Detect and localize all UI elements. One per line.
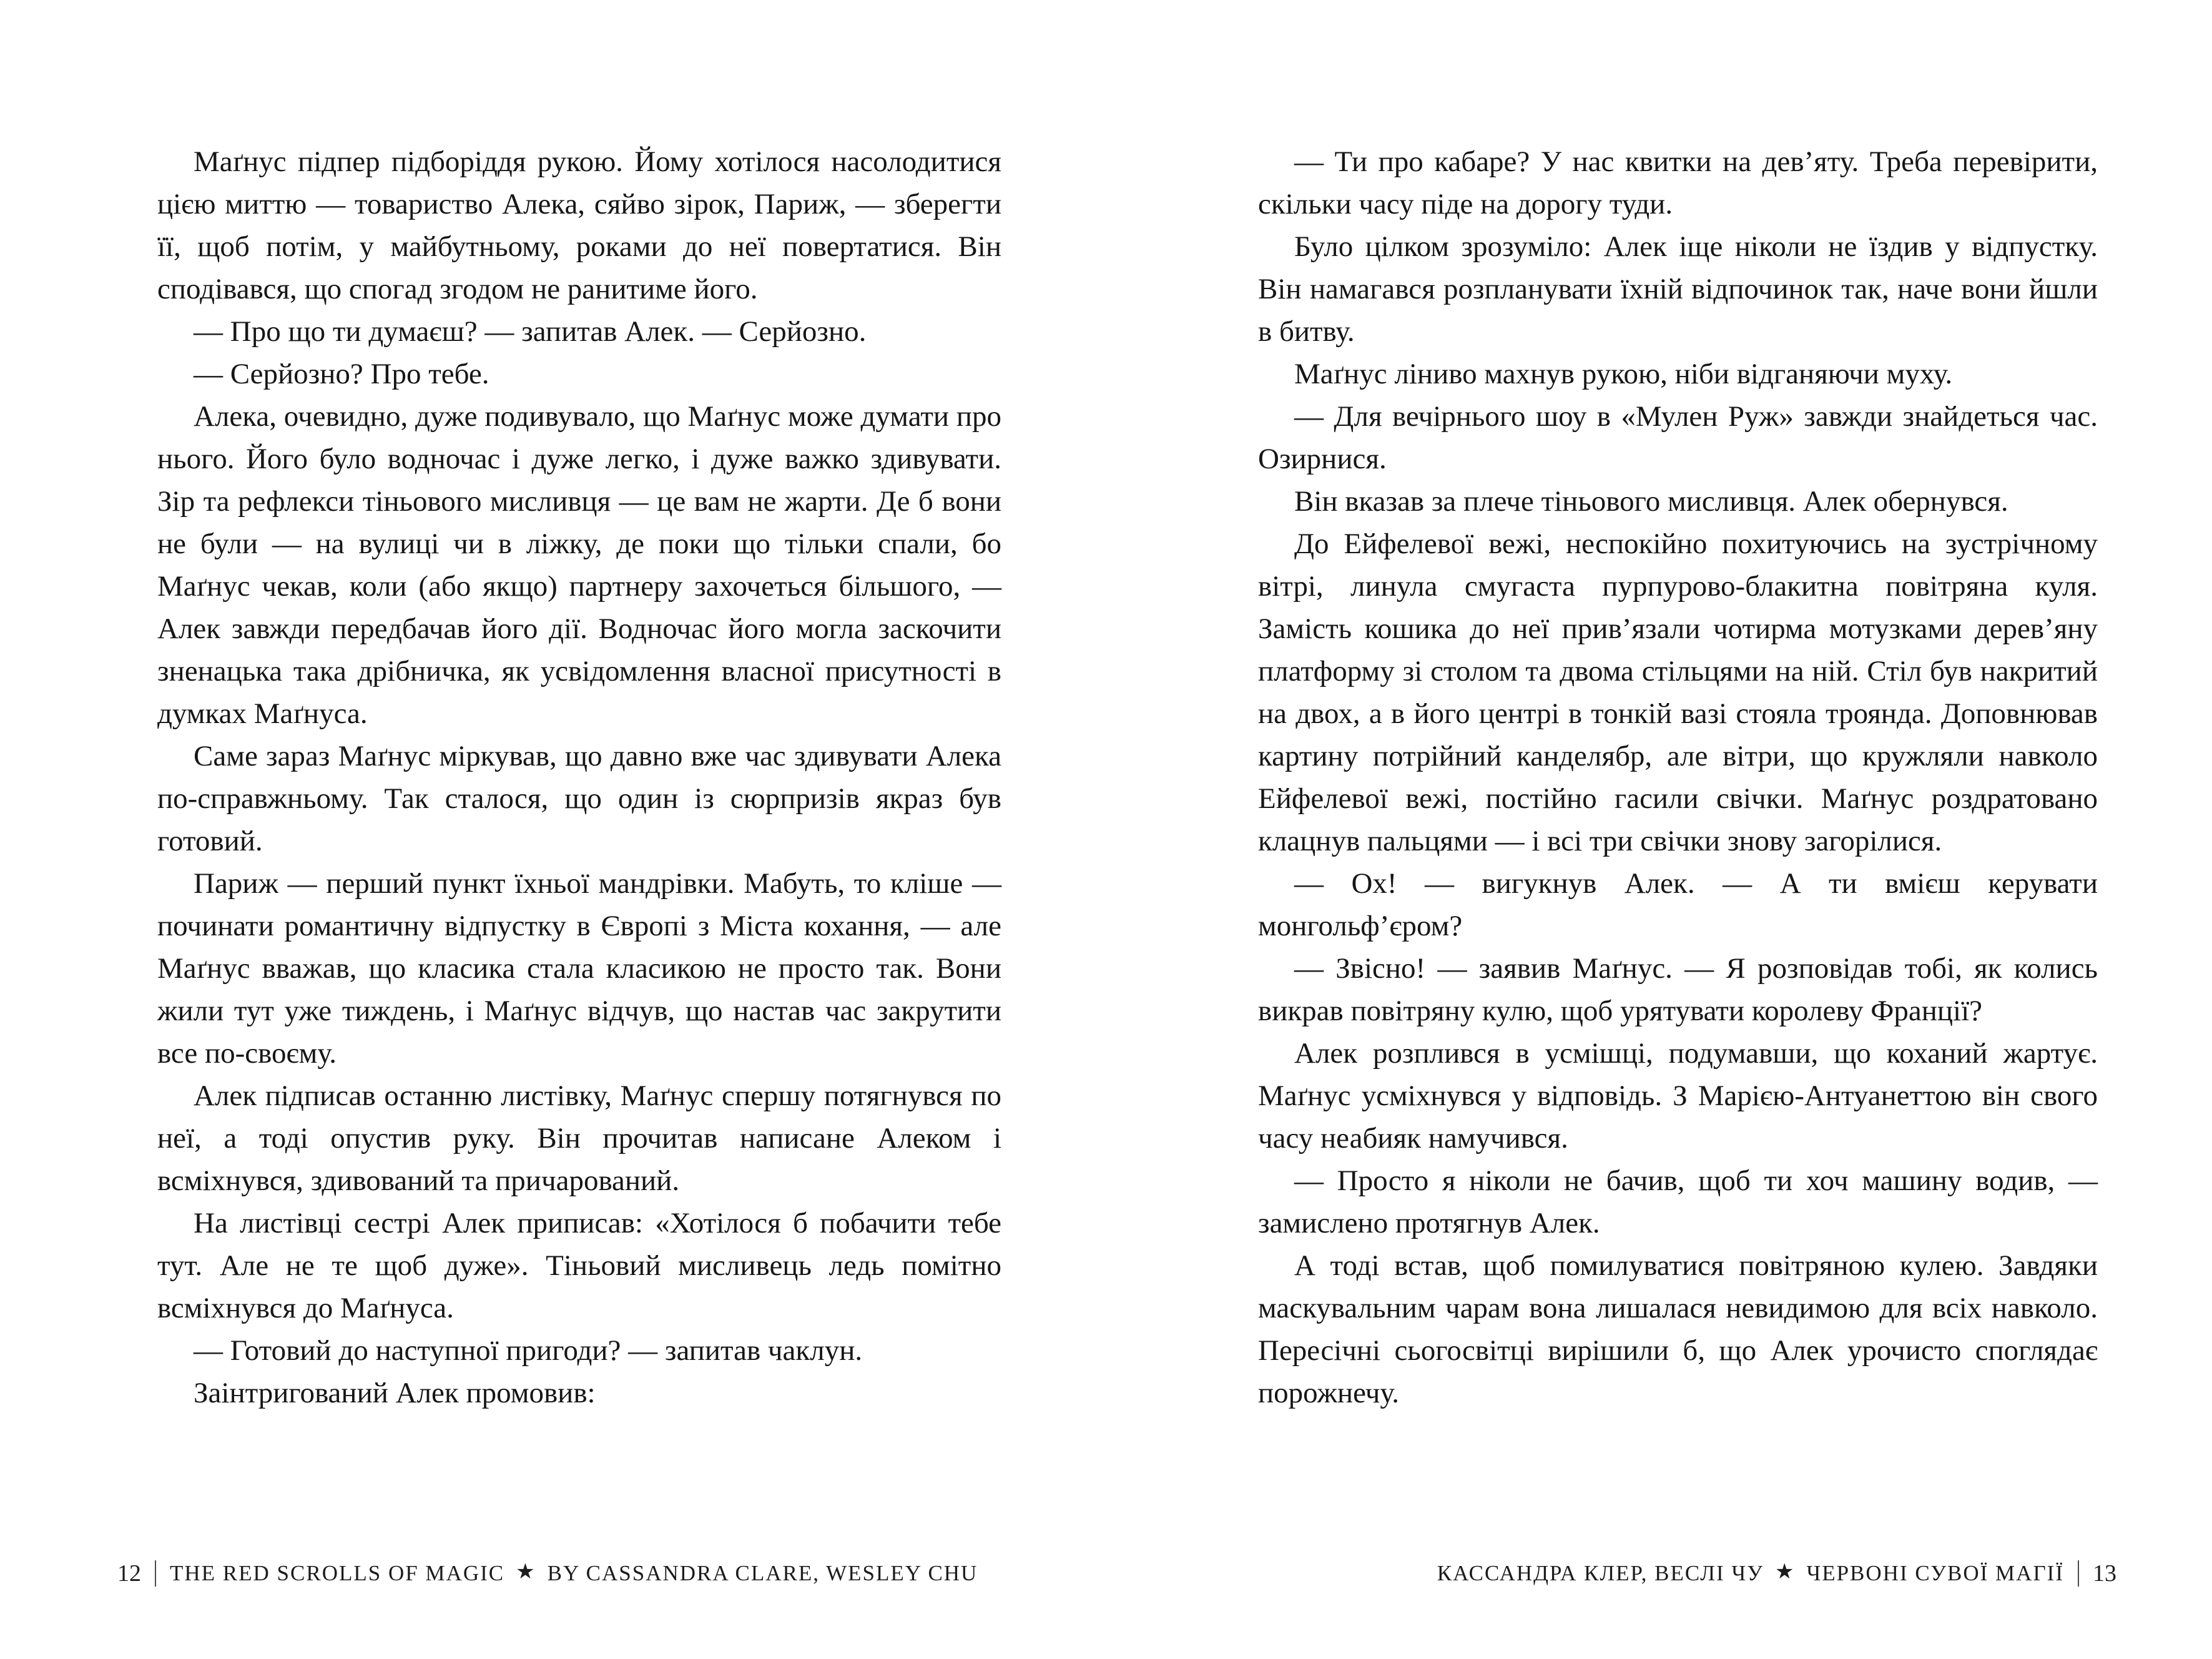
- page-number-left: 12: [117, 1560, 141, 1587]
- paragraph: — Ти про кабаре? У нас квитки на дев’яту. Треба перевірити, скільки часу піде на дорогу туди.: [1258, 145, 2098, 220]
- left-page-text: [157, 140, 1001, 1414]
- paragraph: — Готовий до наступної пригоди? — запитав чаклун.: [194, 1334, 863, 1367]
- paragraph: Маґнус ліниво махнув рукою, ніби відганяючи муху.: [1294, 358, 1953, 390]
- star-ornament-icon: ★: [1774, 1560, 1796, 1583]
- running-title-book-ua: ЧЕРВОНІ СУВОЇ МАГІЇ: [1806, 1561, 2064, 1585]
- paragraph: На листівці сестрі Алек приписав: «Хотілося б побачити тебе тут. Але не те щоб дуже». Тіньовий мисливець ледь помітно всміхнувся до Маґнуса.: [157, 1207, 1001, 1324]
- running-title-book: THE RED SCROLLS OF MAGIC: [170, 1561, 505, 1585]
- footer-divider: [2078, 1560, 2079, 1587]
- paragraph: — Про що ти думаєш? — запитав Алек. — Серйозно.: [194, 315, 867, 348]
- paragraph: — Звісно! — заявив Маґнус. — Я розповідав тобі, як колись викрав повітряну кулю, щоб урятувати королеву Франції?: [1258, 952, 2098, 1027]
- page-number-right: 13: [2093, 1560, 2116, 1587]
- right-page-text: [1258, 140, 2098, 1414]
- paragraph: Париж — перший пункт їхньої мандрівки. Мабуть, то кліше — починати романтичну відпустку в Європі з Міста кохання, — але Маґнус вважав, що класика стала класикою не просто так. Вони жили тут уже тиждень, і Маґнус відчув, що настав час закрутити все по-своєму.: [157, 867, 1001, 1070]
- running-title-byline: BY CASSANDRA CLARE, WESLEY CHU: [547, 1561, 978, 1585]
- paragraph: Алек підписав останню листівку, Маґнус спершу потягнувся по неї, а тоді опустив руку. Він прочитав написане Алеком і всміхнувся, здивований та причарований.: [157, 1080, 1001, 1197]
- paragraph: Він вказав за плече тіньового мисливця. Алек обернувся.: [1294, 485, 2008, 518]
- paragraph: Заінтригований Алек промовив:: [194, 1377, 596, 1409]
- paragraph: — Просто я ніколи не бачив, щоб ти хоч машину водив, — замислено протягнув Алек.: [1258, 1164, 2098, 1239]
- paragraph: — Ох! — вигукнув Алек. — А ти вмієш керувати монгольф’єром?: [1258, 867, 2098, 942]
- paragraph: Алек розплився в усмішці, подумавши, що коханий жартує. Маґнус усміхнувся у відповідь. З Марією-Антуанеттою він свого часу неабияк намучився.: [1258, 1037, 2098, 1154]
- paragraph: — Для вечірнього шоу в «Мулен Руж» завжди знайдеться час. Озирнися.: [1258, 400, 2098, 475]
- left-page-footer: [117, 1558, 978, 1588]
- paragraph: Саме зараз Маґнус міркував, що давно вже час здивувати Алека по-справжньому. Так сталося, що один із сюрпризів якраз був готовий.: [157, 740, 1001, 857]
- paragraph: До Ейфелевої вежі, неспокійно похитуючись на зустрічному вітрі, линула смугаста пурпурово-блакитна повітряна куля. Замість кошика до неї прив’язали чотирма мотузками дерев’яну платформу зі столом та двома стільцями на ній. Стіл був накритий на двох, а в його центрі в тонкій вазі стояла троянда. Доповнював картину потрійний канделябр, але вітри, що кружляли навколо Ейфелевої вежі, постійно гасили свічки. Маґнус роздратовано клацнув пальцями — і всі три свічки знову загорілися.: [1258, 528, 2098, 857]
- star-ornament-icon: ★: [516, 1560, 536, 1583]
- running-title-authors: КАССАНДРА КЛЕР, ВЕСЛІ ЧУ: [1437, 1561, 1764, 1585]
- paragraph: — Серйозно? Про тебе.: [194, 358, 489, 390]
- paragraph: Алека, очевидно, дуже подивувало, що Маґнус може думати про нього. Його було водночас і дуже легко, і дуже важко здивувати. Зір та рефлекси тіньового мисливця — це вам не жарти. Де б вони не були — на вулиці чи в ліжку, де поки що тільки спали, бо Маґнус чекав, коли (або якщо) партнеру захочеться більшого, — Алек завжди передбачав його дії. Водночас його могла заскочити зненацька така дрібничка, як усвідомлення власної присутності в думках Маґнуса.: [157, 400, 1001, 730]
- right-page-footer: [1437, 1558, 2116, 1588]
- paragraph: Маґнус підпер підборіддя рукою. Йому хотілося насолодитися цією миттю — товариство Алека, сяйво зірок, Париж, — зберегти її, щоб потім, у майбутньому, роками до неї повертатися. Він сподівався, що спогад згодом не ранитиме його.: [157, 145, 1001, 305]
- paragraph: Було цілком зрозуміло: Алек іще ніколи не їздив у відпустку. Він намагався розпланувати їхній відпочинок так, наче вони йшли в битву.: [1258, 230, 2098, 348]
- paragraph: А тоді встав, щоб помилуватися повітряною кулею. Завдяки маскувальним чарам вона лишалася невидимою для всіх навколо. Пересічні сьогосвітці вирішили б, що Алек урочисто споглядає порожнечу.: [1258, 1249, 2098, 1409]
- footer-divider: [155, 1560, 156, 1587]
